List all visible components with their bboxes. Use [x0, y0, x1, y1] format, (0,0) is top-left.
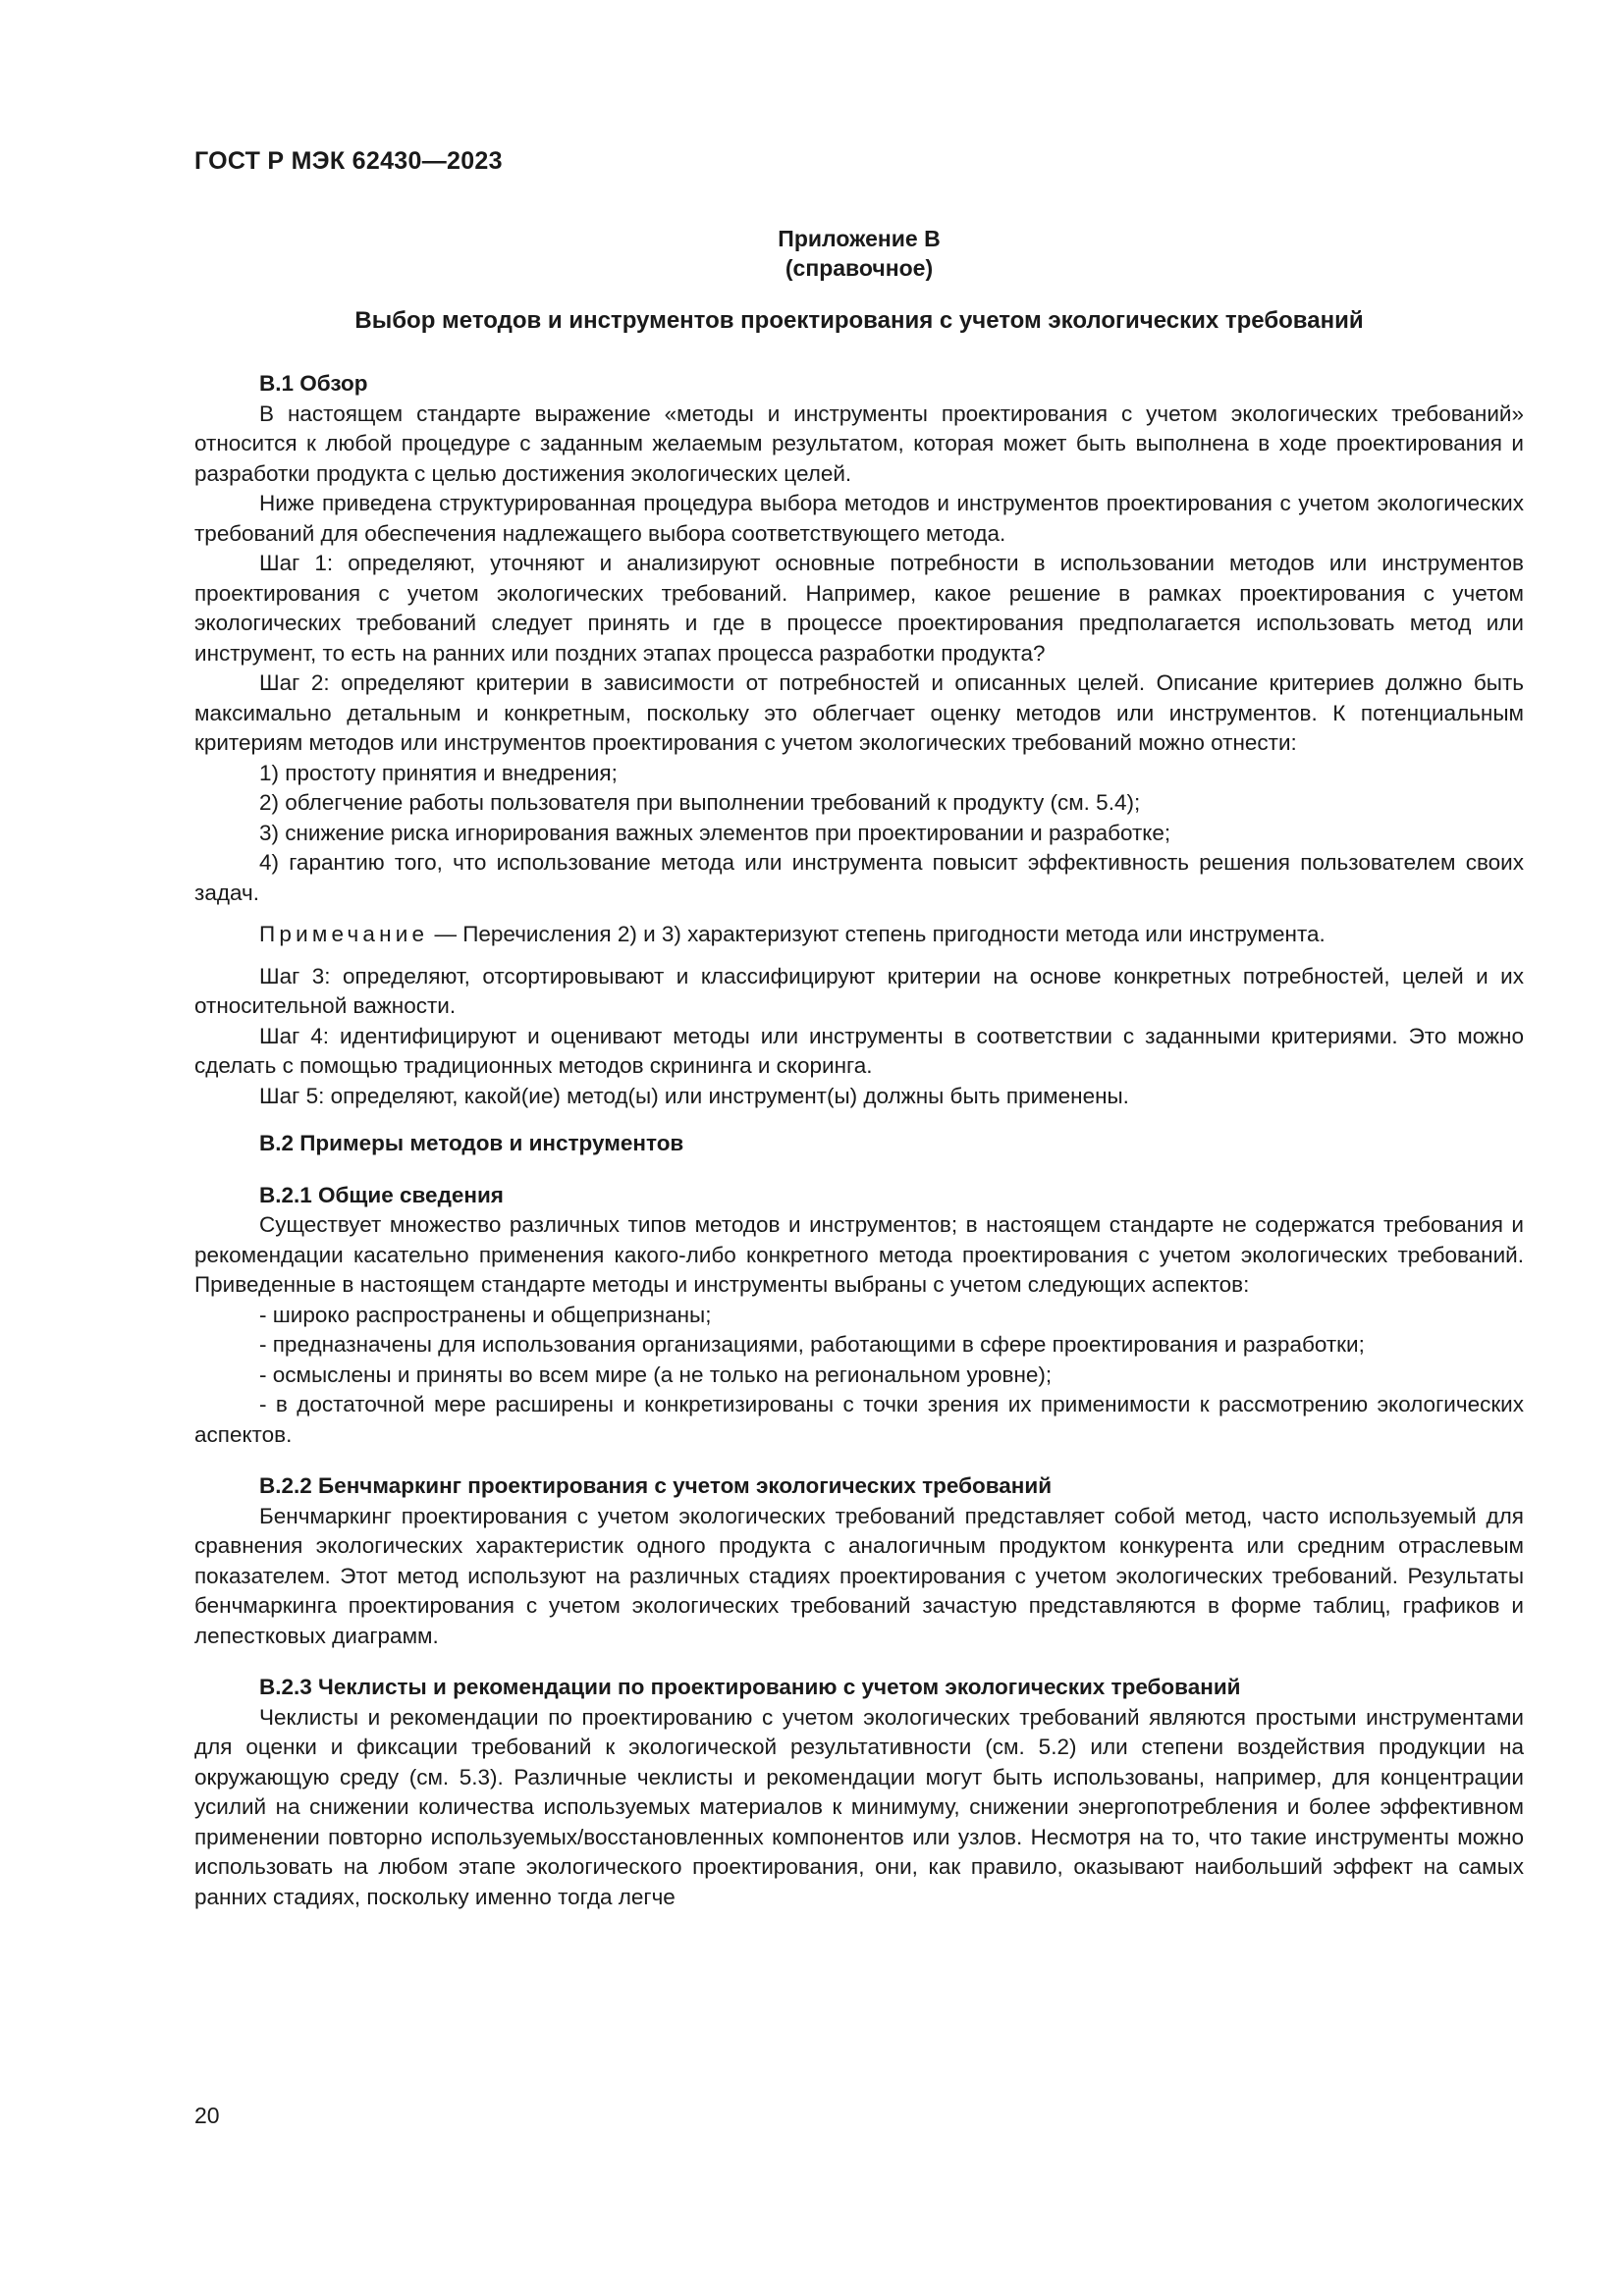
- b1-paragraph-2: Ниже приведена структурированная процедура выбора методов и инструментов проектирования с учетом экологических требований для обеспечения надлежащего выбора соответствующего метода.: [194, 491, 1524, 546]
- section-b22-heading: В.2.2 Бенчмаркинг проектирования с учетом экологических требований: [259, 1473, 1053, 1498]
- aspect-item-3: - осмыслены и приняты во всем мире (а не только на региональном уровне);: [259, 1362, 1053, 1387]
- annex-label: Приложение В: [778, 226, 941, 251]
- page-number: 20: [194, 2103, 220, 2128]
- aspect-item-2: - предназначены для использования организациями, работающими в сфере проектирования и разработки;: [259, 1332, 1365, 1357]
- section-b21-heading: В.2.1 Общие сведения: [259, 1182, 504, 1207]
- aspect-item-1: - широко распространены и общепризнаны;: [259, 1302, 712, 1327]
- note-text: — Перечисления 2) и 3) характеризуют степень пригодности метода или инструмента.: [428, 922, 1326, 946]
- b23-paragraph: Чеклисты и рекомендации по проектированию с учетом экологических требований являются простыми инструментами для оценки и фиксации требований к экологической результативности (см. 5.2) или степени воздействия продукции на окружающую среду (см. 5.3). Различные чеклисты и рекомендации могут быть использованы, например, для концентрации усилий на снижении количества используемых материалов к минимуму, снижении энергопотребления и более эффективном применении повторно используемых/восстановленных компонентов или узлов. Несмотря на то, что такие инструменты можно использовать на любом этапе экологического проектирования, они, как правило, оказывают наибольший эффект на самых ранних стадиях, поскольку именно тогда легче: [194, 1704, 1524, 1909]
- step-1: Шаг 1: определяют, уточняют и анализируют основные потребности в использовании методов или инструментов проектирования с учетом экологических требований. Например, какое решение в рамках проектирования с учетом экологических требований следует принять и где в процессе проектирования предполагается использовать метод или инструмент, то есть на ранних или поздних этапах процесса разработки продукта?: [194, 551, 1524, 666]
- b21-paragraph: Существует множество различных типов методов и инструментов; в настоящем стандарте не содержатся требования и рекомендации касательно применения какого-либо конкретного метода проектирования с учетом экологических требований. Приведенные в настоящем стандарте методы и инструменты выбраны с учетом следующих аспектов:: [194, 1212, 1524, 1297]
- b22-paragraph: Бенчмаркинг проектирования с учетом экологических требований представляет собой метод, часто используемый для сравнения экологических характеристик одного продукта с аналогичным продуктом конкурента или средним отраслевым показателем. Этот метод используют на различных стадиях проектирования с учетом экологических требований. Результаты бенчмаркинга проектирования с учетом экологических требований зачастую представляются в форме таблиц, графиков и лепестковых диаграмм.: [194, 1503, 1524, 1648]
- document-code-header: ГОСТ Р МЭК 62430—2023: [194, 147, 503, 175]
- step-3: Шаг 3: определяют, отсортировывают и классифицируют критерии на основе конкретных потребностей, целей и их относительной важности.: [194, 963, 1524, 1018]
- criteria-item-4: 4) гарантию того, что использование метода или инструмента повысит эффективность решения пользователем своих задач.: [194, 850, 1524, 905]
- criteria-item-3: 3) снижение риска игнорирования важных элементов при проектировании и разработке;: [259, 820, 1171, 845]
- aspect-item-4: - в достаточной мере расширены и конкретизированы с точки зрения их применимости к рассмотрению экологических аспектов.: [194, 1392, 1524, 1447]
- step-4: Шаг 4: идентифицируют и оценивают методы или инструменты в соответствии с заданными критериями. Это можно сделать с помощью традиционных методов скрининга и скоринга.: [194, 1023, 1524, 1078]
- criteria-item-1: 1) простоту принятия и внедрения;: [259, 760, 618, 785]
- step-2: Шаг 2: определяют критерии в зависимости от потребностей и описанных целей. Описание критериев должно быть максимально детальным и конкретным, поскольку это облегчает оценку методов или инструментов. К потенциальным критериям методов или инструментов проектирования с учетом экологических требований можно отнести:: [194, 670, 1524, 755]
- annex-title: Выбор методов и инструментов проектирования с учетом экологических требований: [354, 307, 1364, 334]
- criteria-item-2: 2) облегчение работы пользователя при выполнении требований к продукту (см. 5.4);: [259, 790, 1141, 815]
- note: [194, 920, 1524, 950]
- note-label: Примечание: [259, 922, 429, 946]
- annex-type: (справочное): [785, 255, 934, 281]
- section-b1-heading: В.1 Обзор: [259, 371, 368, 396]
- step-5: Шаг 5: определяют, какой(ие) метод(ы) или инструмент(ы) должны быть применены.: [259, 1083, 1129, 1108]
- page-content: [194, 224, 1524, 1912]
- section-b2-heading: В.2 Примеры методов и инструментов: [259, 1131, 684, 1155]
- b1-paragraph-1: В настоящем стандарте выражение «методы и инструменты проектирования с учетом экологических требований» относится к любой процедуре с заданным желаемым результатом, которая может быть выполнена в ходе проектирования и разработки продукта с целью достижения экологических целей.: [194, 400, 1524, 486]
- section-b23-heading: В.2.3 Чеклисты и рекомендации по проектированию с учетом экологических требований: [259, 1675, 1241, 1699]
